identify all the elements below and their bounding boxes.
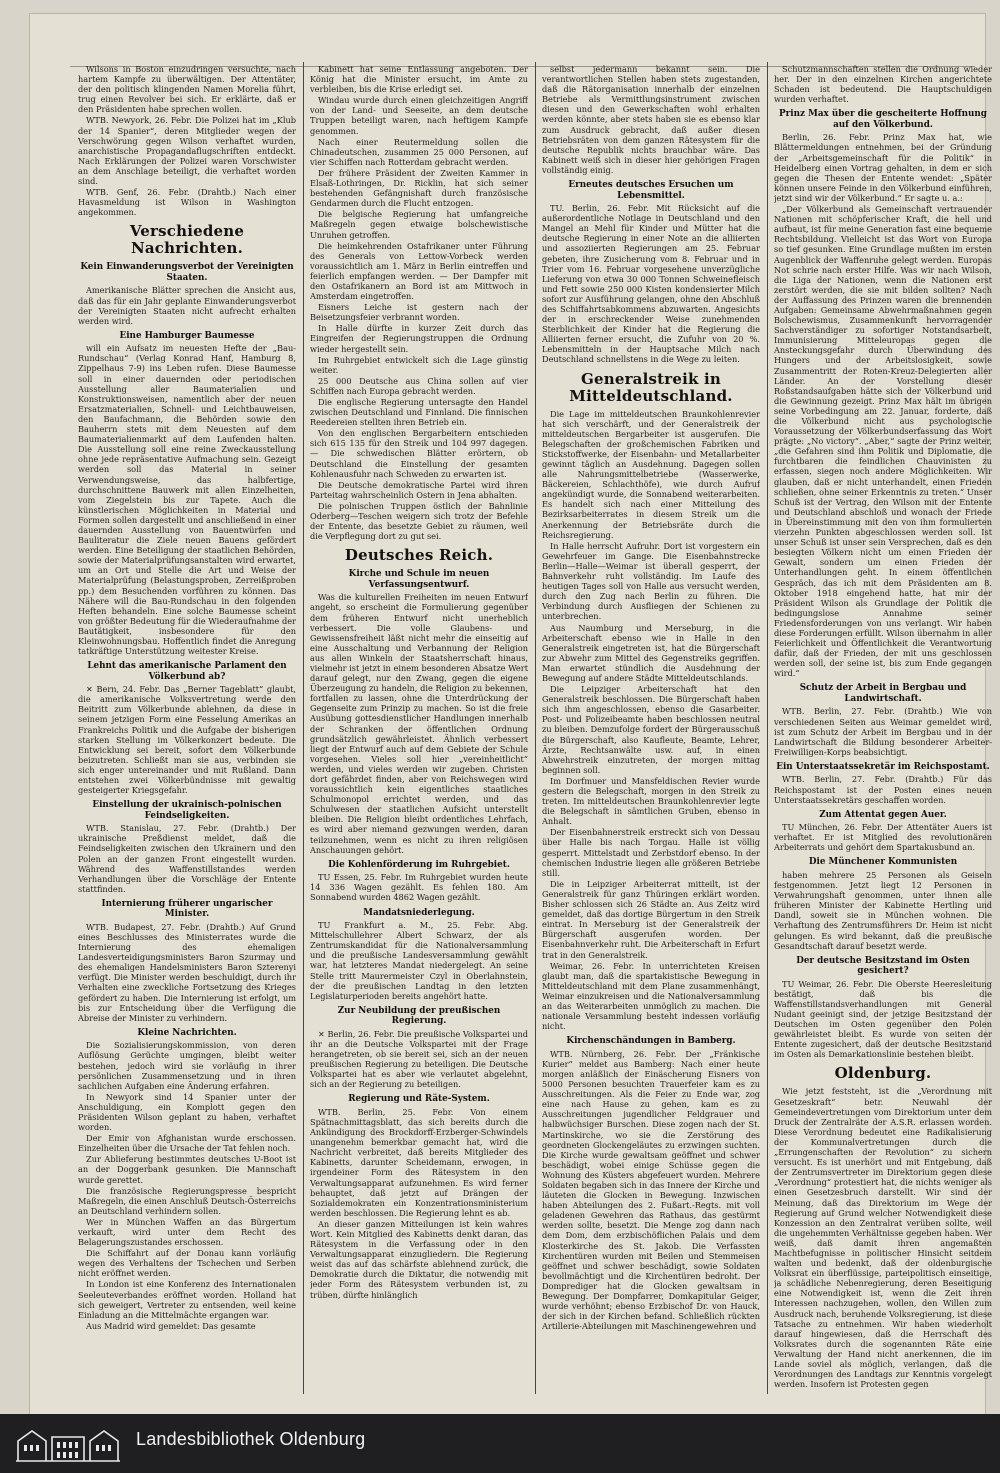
article-headline: Internierung früherer ungarischer Minister. <box>101 898 273 920</box>
article-paragraph: Die Leipziger Arbeiterschaft hat den Generalstreik beschlossen. Die Bürgerschaft haben sich ihm angeschlossen, ebenso die Gasarbeiter. Post- und Polizeibeamte haben beschlossen neutral zu bleiben. Demzufolge fordert der Bürgerausschuß die Bürgerschaft, also Kaufleute, Beamte, Lehrer, Ärzte, Rechtsanwälte usw. auf, in einen Abwehrstreik einzutreten, der morgen mittag beginnen soll. <box>542 684 760 775</box>
article-paragraph: Schutzmannschaften stellen die Ordnung wieder her. Der in den einzelnen Kirchen angerichtete Schaden ist bedeutend. Die Hauptschuldigen wurden verhaftet. <box>774 64 992 105</box>
article-headline: Die Münchener Kommunisten <box>808 857 958 868</box>
article-paragraph: Die englische Regierung untersagte den Handel zwischen Deutschland und Finnland. Die finnischen Reedereien stellten ihren Betrieb ein. <box>310 397 528 428</box>
article-headline: Regierung und Räte-System. <box>348 1094 490 1105</box>
article-headline: Einstellung der ukrainisch-polnischen Feindseligkeiten. <box>92 800 282 821</box>
article-headline: Kirchenschändungen in Bamberg. <box>566 1036 736 1047</box>
article-paragraph: WTB. Berlin, 27. Febr. (Drahtb.) Wie von verschiedenen Seiten aus Weimar gemeldet wird, ist zum Schutz der Arbeit im Bergbau und in der Landwirtschaft die Bildung besonderer Arbeiter-Freiwilligen-Korps beabsichtigt. <box>774 706 992 757</box>
article-paragraph: Der frühere Präsident der Zweiten Kammer in Elsaß-Lothringen, Dr. Ricklin, hat sich seiner bestehenden Gefängnishaft durch französische Gendarmen durch die Flucht entzogen. <box>310 167 528 209</box>
article-paragraph: Nach einer Reutermeldung sollen die Chinadeutschen, zusammen 25 000 Personen, auf vier Schiffen nach Rotterdam gebracht werden. <box>310 136 528 167</box>
article-paragraph: Die Deutsche demokratische Partei wird ihren Parteitag wahrscheinlich Ostern in Jena abhalten. <box>310 479 528 500</box>
article-paragraph: Die polnischen Truppen östlich der Bahnlinie Oderberg—Teschen weigern sich trotz der Befehle der Entente, das besetzte Gebiet zu räumen, weil die Verpflegung dort zu gut sei. <box>310 500 528 542</box>
article-paragraph: An dieser ganzen Mitteilungen ist kein wahres Wort. Kein Mitglied des Kabinetts denkt daran, das Rätesystem in die Verfassung oder in den Verwaltungsapparat einzugliedern. Die Regierung weist das auf das schärfste ablehnend zurück, die Demokratie durch die Diktatur, die notwendig mit jeder Form des Rätesystem verbunden ist, zu trüben, dürfte hinlänglich <box>310 1218 528 1300</box>
article-headline: Lehnt das amerikanische Parlament den Völkerbund ab? <box>87 661 287 682</box>
article-paragraph: Aus Naumburg und Merseburg, in die Arbeiterschaft ebenso wie in Halle in den Generalstreik eingetreten ist, hat die Bürgerschaft zur Abwehr zum Mittel des Gegenstreiks gegriffen. Man erwartet stündlich die Ausdehnung der Bewegung auf andere Städte Mitteldeutschlands. <box>542 622 760 683</box>
column-divider <box>535 62 536 1394</box>
column-3 <box>542 64 760 1404</box>
article-paragraph: Was die kulturellen Freiheiten im neuen Entwurf angeht, so erscheint die Formulierung gegenüber dem früheren Entwurf nicht unerheblich verbessert. Die volle Glaubens- und Gewissensfreiheit läßt nicht mehr die einseitig auf eine Ausschaltung und Verbannung der Religion aus allen Winkeln der Staatsherrschaft hinaus, vielmehr ist jetzt in einem besonderen Absatze Wert darauf gelegt, nur den Zwang, gegen die eigene Überzeugung zu handeln, die Religion zu bekennen, fortfallen zu lassen, ohne die Unterdrückung der Gegenseite zum Prinzip zu machen. So ist die freie Ausübung gottesdienstlicher Handlungen innerhalb der Schranken der öffentlichen Ordnung grundsätzlich gewährleistet. Ähnlich verbessert liegt der Entwurf auch auf dem Gebiete der Schule vorgesehen. Vieles soll hier „vereinheitlicht“ werden, und vieles werden wir zugeben. Christen dort gefährdet finden, aber von Reichswegen wird voraussichtlich kein eigentliches staatliches Schulmonopol errichtet werden, und das Schulwesen der staatlichen Aufsicht unterstellt bleiben. Die Religion bleibt ordentliches Lehrfach, es wird aber niemand gezwungen werden, daran teilzunehmen, wenn es nicht zu ihren religiösen Anschauungen gehört. <box>310 592 528 855</box>
article-headline: Erneutes deutsches Ersuchen um Lebensmittel. <box>568 180 734 201</box>
article-paragraph: In Newyork sind 14 Spanier unter der Anschuldigung, ein Komplott gegen den Präsidenten Wilson geplant zu haben, verhaftet worden. <box>78 1091 296 1133</box>
article-paragraph: Die Schiffahrt auf der Donau kann vorläufig wegen des Verhaltens der Tschechen und Serben nicht eröffnet werden. <box>78 1248 296 1279</box>
article-paragraph: Eisners Leiche ist gestern nach der Beisetzungsfeier verbrannt worden. <box>310 302 528 323</box>
article-paragraph: Die Sozialisierungskommission, von deren Auflösung Gerüchte umgingen, bleibt weiter bestehen, jedoch wird sie vorläufig in ihrer persönlichen Zusammensetzung und in ihren sachlichen Aufgaben eine Änderung erfahren. <box>78 1040 296 1091</box>
article-paragraph: WTB. Genf, 26. Febr. (Drahtb.) Nach einer Havasmeldung ist Wilson in Washington angekommen. <box>78 187 296 218</box>
article-paragraph: Der Eisenbahnerstreik erstreckt sich von Dessau über Halle bis nach Torgau. Halle ist völlig gesperrt. Mittelstadt und Zerbstdorf ebenso. In der chemischen Industrie liegen alle größeren Betriebe still. <box>542 827 760 878</box>
article-paragraph: WTB. Budapest, 27. Febr. (Drahtb.) Auf Grund eines Beschlusses des Ministerrates wurde die Internierung des ehemaligen Landesverteidigungsministers Baron Szurmay und des ehemaligen Handelsministers Baron Szterenyi verfügt. Die Minister werden beschuldigt, durch ihr Verhalten eine zweckliche Fortsetzung des Krieges gefördert zu haben. Die Internierung ist erfolgt, um bis zur Entscheidung über die Verfügung die Abreise der Minister zu verhindern. <box>78 921 296 1023</box>
article-paragraph: Von den englischen Bergarbeitern entschieden sich 615 135 für den Streik und 104 997 dagegen. — Die schwedischen Blätter erörtern, ob Deutschland die Einstellung der gesamten Kohlenausfuhr nach Schweden zu erwarten ist. <box>310 428 528 479</box>
article-paragraph: WTB. Nürnberg, 26. Febr. Der „Fränkische Kurier“ meldet aus Bamberg: Nach einer heute morgen anläßlich der Einäscherung Eisners von 5000 Personen besuchten Trauerfeier kam es zu Ausschreitungen. Als die Feier zu Ende war, zog eine nach Hause zu gehen, kam es zu Ausschreitungen jugendlicher Feldgrauer und halbwüchsiger Burschen. Diese zogen nach der St. Martinskirche, wo sie die Zerstörung des geordneten Glockengeläutes zu erzwingen suchten. Die Kirche wurde gewaltsam geöffnet und schwer beschädigt, wobei einige Schüsse gegen die Wohnung des Küsters abgefeuert wurden. Mehrere Soldaten begaben sich in das Innere der Kirche und läuteten die Glocken in Bewegung. Inzwischen haben Abteilungen des 2. Fußart.-Regts. mit voll geladenen Gewehren das Rathaus, das gestürmt werden sollte, besetzt. Die Menge zog dann nach dem Dom, dem erzbischöflichen Palais und dem Klosterkirche des St. Jakob. Die Verfassten Kirchentüren wurden mit Beilen und Stemmeisen geöffnet und schwer beschädigt, sowie Soldaten bevollmächtigt und die Kirchentüren bedroht. Der Domprediger hat die Glocken gewaltsam in Bewegung. Der Dompfarrer, Domkapitular Geiger, wurde verhöhnt; ebenso Erzbischof Dr. von Hauck, der sich in der Kirchen befand. Schließlich rückten Artillerie-Abteilungen mit Maschinengewehren und <box>542 1048 760 1332</box>
article-paragraph: ✕ Bern, 24. Febr. Das „Berner Tageblatt“ glaubt, die amerikanische Volksvertretung werde den Beitritt zum Völkerbunde ablehnen, da diese in seinem jetzigen Form eine Fesselung Amerikas an Frankreichs Politik und die Aufgabe der bisherigen starken Stellung im Völkerkonzert bedeute. Die Entwicklung sei bereit, sofort dem Völkerbunde beizutreten. Schließt man sie aus, verbinden sie sich enger untereinander und mit Rußland. Dann entstehen zwei Völkerbündnisse mit gewaltig gesteigerter Kriegsgefahr. <box>78 684 296 796</box>
article-headline: Der deutsche Besitzstand im Osten gesichert? <box>796 955 970 977</box>
article-paragraph: WTB. Stanislau, 27. Febr. (Drahtb.) Der ukrainische Preßdienst meldet, daß die Feindseligkeiten zwischen den Ukrainern und den Polen an der ganzen Front eingestellt wurden. Während des Waffenstillstandes werden Verhandlungen über die Vorschläge der Entente stattfinden. <box>78 823 296 894</box>
column-1 <box>78 64 296 1404</box>
article-headline: Zum Attentat gegen Auer. <box>819 809 947 820</box>
newspaper-page <box>30 14 992 1414</box>
article-paragraph: Im Dorfmuer und Mansfeldischen Revier wurde gestern die Belegschaft, morgen in den Streik zu treten. Im mitteldeutschen Braunkohlenrevier legte die Belegschaft in sämtlichen Gruben, ebenso in Anhalt. <box>542 775 760 827</box>
article-headline: Kleine Nachrichten. <box>137 1027 237 1038</box>
article-paragraph: will ein Aufsatz im neuesten Hefte der „Bau-Rundschau“ (Verlag Konrad Hanf, Hamburg 8, Zippelhaus 7-9) ins Leben rufen. Diese Baumesse soll in einer dauernden oder periodischen Ausstellung aller Baumaterialien und Konstruktionsweisen, namentlich aber der neuen Ersatzmaterialien, Schnell- und Leichtbauweisen, den Baufachmann, die Behörden sowie den Bauherrn stets mit dem Neuesten auf dem Baumaterialienmarkt auf dem Laufenden halten. Die Ausstellung soll eine reine Zweckausstellung ohne jede repräsentative Aufmachung sein. Gezeigt werden soll das Material in seiner Verwendungsweise, das halbfertige, durchschnittene Bauwerk mit allen Einzelheiten, vom Ziegelstein bis zur Tapete. Auch die künstlerischen Möglichkeiten in Material und Formen sollen dargestellt und anschließend in einer dauernden Ausstellung von Bauentwürfen und Bauliteratur die Ziele neuen Bauens gefördert werden. Eine Beteiligung der staatlichen Behörden, sowie der Materialprüfungsanstalten wird erwartet, um an Ort und Stelle die Art und Weise der Materialprüfung (Belastungsproben, Zerreißproben pp.) dem Besuchenden vorführen zu können. Das Nähere will die Bau-Rundschau in den folgenden Heften behandeln. Eine solche Baumesse scheint von größter Bedeutung für die Wiederaufnahme der Bautätigkeit, insbesondere für den Kleinwohnungsbau. Hoffentlich findet die Anregung tatkräftige Unterstützung weitester Kreise. <box>78 343 296 657</box>
library-footer-bar <box>0 1414 1000 1473</box>
article-paragraph: Die Lage im mitteldeutschen Braunkohlenrevier hat sich verschärft, und der Generalstreik der mitteldeutschen Bergarbeiter ist ausgerufen. Die Belegschaften der großchemischen Fabriken und Stickstoffwerke, der Eisenbahn- und Metallarbeiter gewinnt täglich an Ausdehnung. Dagegen sollen alle Nahrungsmittelbetriebe (Wasserwerke, Bäckereien, Schlachthöfe), wie durch Aufruf angekündigt wurde, die Sonnabend weiterarbeiten. Es handelt sich nach einer Mitteilung des Bezirksarbeiterrates in diesem Streik um die Anerkennung der Betriebsräte durch die Reichsregierung. <box>542 408 760 540</box>
article-paragraph: WTB. Berlin, 25. Febr. Von einem Spätnachmittagsblatt, das sich bereits durch die Ankündigung des Brockdorff-Erzberger-Schwindels unangenehm bemerkbar gemacht hat, wird die Nachricht verbreitet, daß bereits Mitglieder des Kabinetts, darunter Scheidemann, erwogen, in irgendeiner Form des Rätesystem in den Verwaltungsapparat aufzunehmen. Es wird ferner behauptet, daß jetzt auf Drängen der Sozialdemokraten ein Konzentrationsministerium werden beschlossen. Die Regierung lehnt es ab. <box>310 1106 528 1218</box>
section-heading: Oldenburg. <box>834 1064 932 1083</box>
section-heading: Verschiedene Nachrichten. <box>129 222 245 258</box>
article-paragraph: WTB. Berlin, 27. Febr. (Drahtb.) Für das Reichspostamt ist der Posten eines neuen Unterstaatssekretärs geschaffen worden. <box>774 774 992 805</box>
article-paragraph: In Halle dürfte in kurzer Zeit durch das Eingreifen der Regierungstruppen die Ordnung wieder hergestellt sein. <box>310 323 528 354</box>
article-paragraph: Die französische Regierungspresse bespricht Maßregeln, die einen Anschluß Deutsch-Österreichs an Deutschland verhindern sollen. <box>78 1185 296 1216</box>
article-paragraph: In Halle herrscht Aufruhr. Dort ist vorgestern ein Gewehrfeuer im Gange. Die Eisenbahnstrecke Berlin—Halle—Weimar ist überall gesperrt, der Bahnverkehr ruht vollständig. Im Laufe des heutigen Tages soll von Halle aus versucht werden, durch den Zug nach Berlin zu führen. Die Verbindung durch Ausfliegen der Schienen zu unterbrechen. <box>542 540 760 622</box>
article-paragraph: TU München, 26. Febr. Der Attentäter Auers ist verhaftet. Er ist Mitglied des revolutionären Arbeiterrats und gehört dem Spartakusbund an. <box>774 822 992 853</box>
article-paragraph: WTB. Newyork, 26. Febr. Die Polizei hat im „Klub der 14 Spanier“, deren Mitglieder wegen der Verschwörung gegen Wilson verhaftet wurden, anarchistische Propagandaflugschriften entdeckt. Nach Erklärungen der Polizei waren Vorschwister an dem Anschlage beteiligt, die verhaftet worden sind. <box>78 115 296 187</box>
article-paragraph: ✕ Berlin, 26. Febr. Die preußische Volkspartei und ihr an die Deutsche Volkspartei mit der Frage herangetreten, ob sie bereit sei, sich an der neuen preußischen Regierung zu beteiligen. Die Deutsche Volkspartei hat es aber wie verlautet abgelehnt, sich an der Regierung zu beteiligen. <box>310 1028 528 1090</box>
column-divider <box>767 62 768 1394</box>
article-headline: Die Kohlenförderung im Ruhrgebiet. <box>328 859 510 870</box>
article-headline: Mandatsniederlegung. <box>363 907 475 918</box>
article-paragraph: Wilsons in Boston einzudringen versuchte, nach hartem Kampfe zu überwältigen. Der Attentäter, der den politisch klingenden Namen Morelia führt, trug einen Revolver bei sich. Er erklärte, daß er den Präsidenten habe sprechen wollen. <box>78 64 296 115</box>
article-paragraph: Wer in München Waffen an das Bürgertum verkauft, wird unter dem Recht des Belagerungszustandes erschossen. <box>78 1216 296 1248</box>
article-paragraph: 25 000 Deutsche aus China sollen auf vier Schiffen nach Europa gebracht werden. <box>310 375 528 396</box>
article-headline: Ein Unterstaatssekretär im Reichspostamt. <box>776 761 990 772</box>
article-paragraph: Die belgische Regierung hat umfangreiche Maßregeln gegen etwaige bolschewistische Unruhen getroffen. <box>310 209 528 240</box>
article-paragraph: Weimar, 26. Febr. In unterrichteten Kreisen glaubt man, daß die spartakistische Bewegung in Mitteldeutschland mit dem Plane zusammenhängt, Weimar einzukreisen und die Nationalversammlung an das Weiterarbeiten unmöglich zu machen. Die nationale Versammlung besteht indessen vorläufig nicht. <box>542 960 760 1032</box>
article-headline: Schutz der Arbeit in Bergbau und Landwirtschaft. <box>799 683 967 704</box>
column-divider <box>303 62 304 1394</box>
article-paragraph: Die heimkehrenden Ostafrikaner unter Führung des Generals von Lettow-Vorbeck werden voraussichtlich am 1. März in Berlin eintreffen und feierlich empfangen werden. — Der Dampfer mit den Ostafrikanern an Bord ist am Mittwoch in Amsterdam eingetroffen. <box>310 240 528 302</box>
article-headline: Zur Neubildung der preußischen Regierung. <box>337 1005 501 1027</box>
article-paragraph: Amerikanische Blätter sprechen die Ansicht aus, daß das für ein Jahr geplante Einwanderungsverbot der Vereinigten Staaten nicht aufrecht erhalten werden wird. <box>78 285 296 326</box>
article-paragraph: Der Emir von Afghanistan wurde erschossen. Einzelheiten über die Ursache der Tat fehlen noch. <box>78 1133 296 1154</box>
section-heading: Generalstreik in Mitteldeutschland. <box>569 369 733 405</box>
library-building-logo <box>14 1427 122 1463</box>
library-name: Landesbibliothek Oldenburg <box>136 1429 366 1449</box>
article-paragraph: Windau wurde durch einen gleichzeitigen Angriff von der Land- und Seeseite, an dem deutsche Truppen beteiligt waren, nach heftigem Kampfe genommen. <box>310 95 528 136</box>
article-paragraph: Kabinett hat seine Entlassung angeboten. Der König hat die Minister ersucht, im Amte zu verbleiben, bis die Krise erledigt sei. <box>310 64 528 95</box>
article-paragraph: Im Ruhrgebiet entwickelt sich die Lage günstig weiter. <box>310 354 528 375</box>
article-paragraph: TU Weimar, 26. Febr. Die Oberste Heeresleitung bestätigt, daß bis die Waffenstillstandsverhandlungen mit General Nudant geeinigt sind, der jetzige Besitzstand der Deutschen im Osten gegenüber den Polen gewährleistet bleibt. Es wurde von seiten der Entente zugesichert, daß der deutsche Besitzstand im Osten als Demarkationslinie bestehen bleibt. <box>774 978 992 1060</box>
column-4 <box>774 64 992 1404</box>
column-2 <box>310 64 528 1404</box>
article-paragraph: TU Frankfurt a. M., 25. Febr. Abg. Mittelschullehrer Albert Schwarz, der als Zentrumskandidat für die Nationalversammlung und die preußische Landesversammlung gewählt war, hat letzteres Mandat niedergelegt. An seine Stelle tritt Maurermeister Czyl in Oberlahnstein, der die preußischen Landtag in den letzten Legislaturperioden bereits angehört hatte. <box>310 920 528 1001</box>
article-paragraph: Zur Ablieferung bestimmtes deutsches U-Boot ist an der Doggerbank gesunken. Die Mannschaft wurde gerettet. <box>78 1154 296 1185</box>
article-paragraph: In London ist eine Konferenz des Internationalen Seeleuteverbandes eröffnet worden. Holland hat sich geweigert, Vertreter zu entsenden, weil keine Einladung an die Mittelmächte ergangen war. <box>78 1279 296 1320</box>
article-paragraph: Wie jetzt feststeht, ist die „Verordnung mit Gesetzeskraft“ betr. Neuwahl der Gemeindevertretungen vom Direktorium unter dem Druck der Zentralräte der A.S.R. erlassen worden. Diese Verordnung bedeutet eine Radikalisierung der Kommunalvertretungen durch die „Errungenschaften der Revolution“ zu sichern versucht. Es ist unerhört und mit Entgebung, daß der Zentrumsvertreter im Direktorium gegen diese „Verordnung“ protestiert hat, die nichts weniger als einen Gesetzesbruch darstellt. Wir sind der Meinung, daß das Direktorium im Wege der Regierung auf Grund welcher Notwendigkeit diese Konzession an den Zentralrat verüben sollte, weil die ungehemmten Verhältnisse gegeben haben. Wer weiß, daß damit ihren angemaßten Machtbefugnisse in politischer Hinsicht seitdem walten und bedenkt, daß der oldenburgische Volksrat ein überflüssige, parteipolitisch einseitige, ja schädliche Nebenregierung, deren Beseitigung eine Notwendigkeit ist, wenn die Zeit ihren Interessen nachzugehen, wollen, den Willen zum Ausdruck nach, beruhende Volksregierung, ist diese Tatsache zu entnehmen. Wir haben wiederholt darauf hingewiesen, daß die Herrschaft des Volksrates durch die sogenannten Räte eine Verwaltung der Hand nicht anerkennen, die im Lande soviel als möglich, verlangen, daß die Verordnungen des Landtags zur Kenntnis vorgelegt werden. Insofern ist Protesten gegen <box>774 1086 992 1390</box>
article-headline: Kein Einwanderungsverbot der Vereinigten Staaten. <box>80 262 294 283</box>
article-headline: Eine Hamburger Baumesse <box>119 330 255 341</box>
section-heading: Deutsches Reich. <box>344 546 494 565</box>
article-headline: Kirche und Schule im neuen Verfassungsentwurf. <box>348 569 490 590</box>
article-paragraph: selbst jedermann bekannt sein. Die verantwortlichen Stellen haben stets zugestanden, daß die Rätorganisation innerhalb der einzelnen Betriebe als Vermittlungsinstrument zwischen diesen und den Gewerkschaften wohl erhalten werden könnte, aber stets haben sie es ebenso klar zum Ausdruck gebracht, daß außer diesen Betriebsräten von dem ganzen Rätesystem für die deutsche Republik nichts brauchbar wäre. Das Kabinett weiß sich in dieser hier gehörigen Fragen vollständig einig. <box>542 64 760 175</box>
article-paragraph: haben mehrere 25 Personen als Geiseln festgenommen. Jetzt liegt 12 Personen in Verwahrungshaft genommen, unter ihnen alle früheren Minister der Kabinette Hertling und Dandl, soweit sie in München wohnen. Die Verhaftung des Zentrumsführers Dr. Heim ist nicht gelungen. Es wird bekannt, daß die preußische Gesandtschaft darauf besetzt werde. <box>774 869 992 951</box>
article-headline: Prinz Max über die gescheiterte Hoffnung auf den Völkerbund. <box>779 109 987 130</box>
article-paragraph: Die in Leipziger Arbeiterrat mitteilt, ist der Generalstreik für ganz Thüringen erklärt worden. Bisher schlossen sich 26 Städte an. Aus Zeitz wird gemeldet, daß das dortige Bürgertum in den Streik eintrat. In Merseburg ist der Generalstreik der Bürgerschaft ausgerufen worden. Der Eisenbahnverkehr ruht. Die Arbeiterschaft in Erfurt trat in den Generalstreik. <box>542 878 760 960</box>
article-paragraph: TU. Berlin, 26. Febr. Mit Rücksicht auf die außerordentliche Notlage in Deutschland und den Mangel an Mehl für Kinder und Mütter hat die deutsche Regierung in einer Note an die alliierten und assoziierten Regierungen am 25. Februar gebeten, ihre Zusicherung vom 8. Februar und in Trier vom 16. Februar vorgesehene unverzügliche Lieferung von etwa 30 000 Tonnen Schweinefleisch und Fett sowie 250 000 Kisten kondensierter Milch sofort zur Ausführung gelangen, ohne den Abschluß des Schiffahrtsabkommens abzuwarten. Angesichts der in erschreckender Weise zunehmenden Sterblichkeit der Kinder hat die Regierung die Alliierten ferner ersucht, die Zufuhr von 20 %. Lebensmitteln in der Hauptsache Milch nach Deutschland schnellstens in die Wege zu leiten. <box>542 203 760 365</box>
article-paragraph: Berlin, 26. Febr. Prinz Max hat, wie Blättermeldungen entnehmen, bei der Gründung der „Arbeitsgemeinschaft für die Politik“ in Heidelberg einen Vortrag gehalten, in dem er sich gegen die Thesen der Entente wendet: „Später können unsere Feinde in den Völkerbund einführen, jetzt sind wir der Völkerbund.“ Er sagte u. a.: <box>774 132 992 203</box>
article-paragraph: „Der Völkerbund als Gemeinschaft vertrauender Nationen mit schöpferischer Kraft, die hell und aufbaut, ist für meine Generation fast eine bequeme Rechtsbildung. Vielleicht ist das Wort von Europa so tief gesunken. Eine Grundlage mußten im ersten Augenblick der Waffenruhe gelegt werden. Europas Not schrie nach erster Hilfe. Was wir nach Wilson, die Liga der Nationen, wenn die Nationen erst zerstört werden, die sie mit bilden sollten? Nach der Auffassung des Prinzen waren die brennenden Aufgaben: Gemeinsame Abwehrmaßnahmen gegen Bolschewismus, Zusammenkunft hervorragender Sachverständiger zu sofortiger Notstandsarbeit, Immunisierung Mitteleuropas gegen die Ansteckungsgefahr durch Überwindung des Hungers und der Arbeitslosigkeit, sowie Zusammentritt der Roten-Kreuz-Delegierten aller Länder. An der Vorstellung dieser Roßstandsaufgaben hätte sich der Völkerbund und die Gewinnung gezeigt. Prinz Max hält im übrigen seine Vorbedingung am 22. Januar, forderte, daß die Völkerbund nicht aus psychologische Voraussetzung der Völkerbundserfassung das Wort prägte: „No victory“. „Aber,“ sagte der Prinz weiter, „die Gefahren sind ihm Politik und Diplomatie, die furchtbaren die feindlichen Chauvinisten zu erfassen, siegen noch andere Möglichkeiten. Wir glauben, daß er nicht unterhandelt, einen Frieden schließen, ohne seiner Erkenntnis zu treten.“ Unser Schuß ist der Vertrag, den Wilson mit der Entente und Deutschland abschloß und wonach der Friede in Übereinstimmung mit den von ihm formulierten vierzehn Punkten abgeschlossen werden soll. Ist unser Schuß ist unser sein Versprechen, daß es den besiegten Völkern nicht um einen Frieden der Gewalt, sondern um einen Frieden der Unterhandlungen geht. In einem öffentlichen Gespräch, das ich mit dem Präsidenten am 8. Oktober 1918 eingehend hatte, hat mir der Präsident Wilson als Grundlage der Politik die bedingungslose Annahme seiner Friedensforderungen von uns verlangt. Wir haben diese Forderungen erfüllt. Wilson übernahm in aller Feierlichkeit und Öffentlichkeit die Verantwortung dafür, daß der Frieden, der mit uns geschlossen werden soll, der seine ist, bis zum Ende gegangen wird.“ <box>774 204 992 679</box>
article-paragraph: TU Essen, 25. Febr. Im Ruhrgebiet wurden heute 14 336 Wagen gezählt. Es fehlen 180. Am Sonnabend wurden 4862 Wagen gezählt. <box>310 872 528 903</box>
article-paragraph: Aus Madrid wird gemeldet: Das gesamte <box>86 1320 256 1331</box>
